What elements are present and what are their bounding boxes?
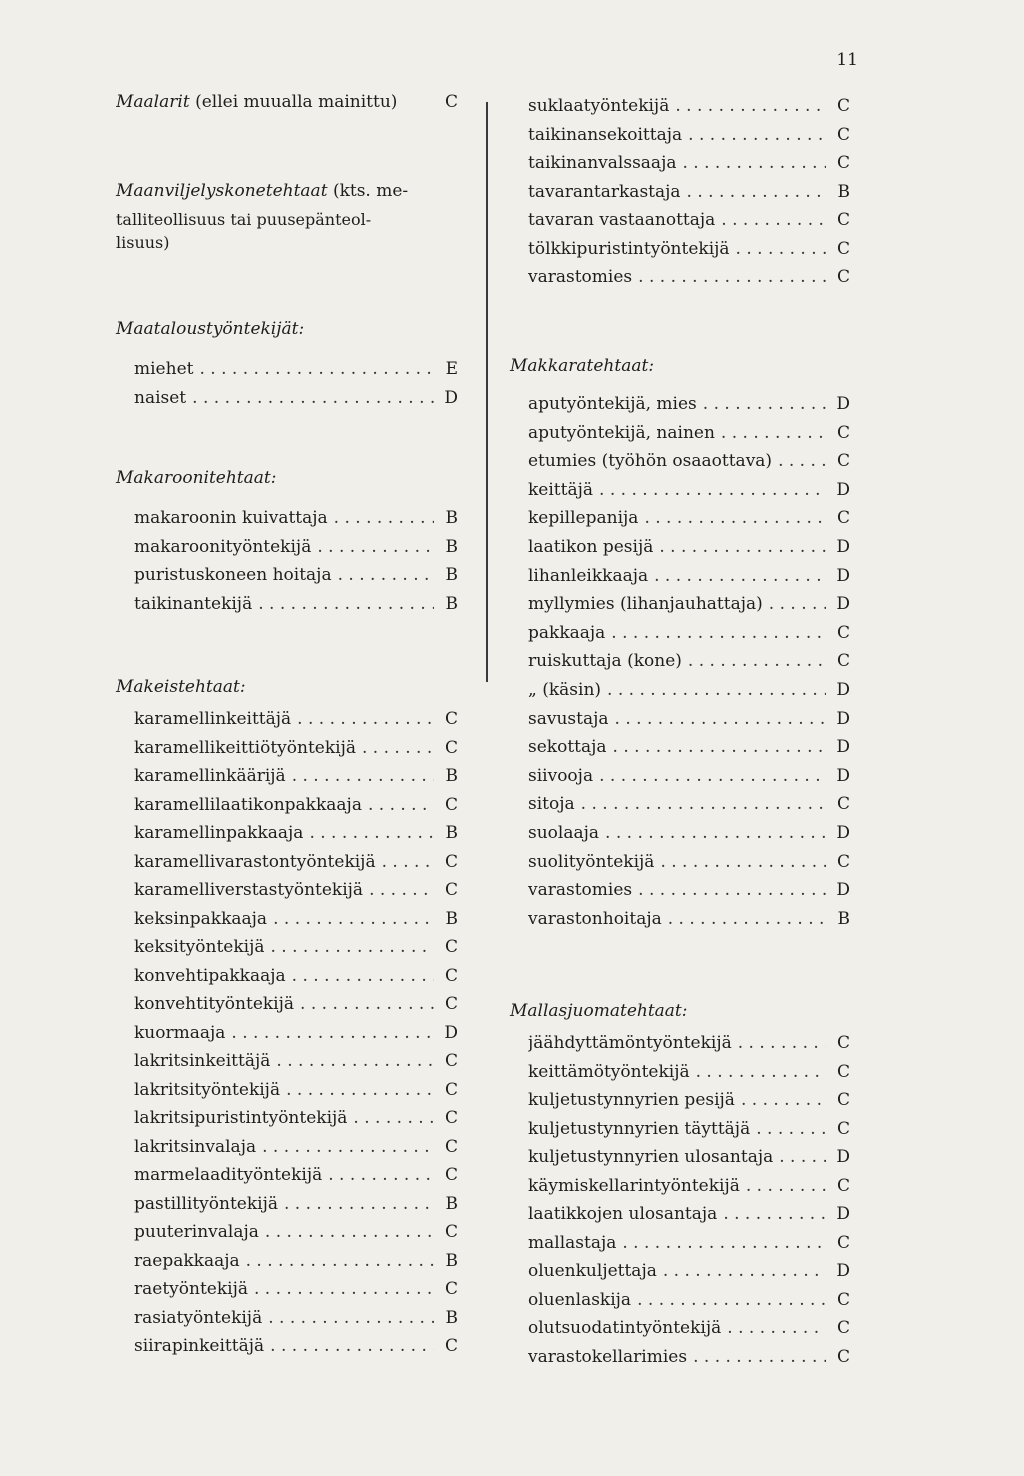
note-line: lisuus) [116,233,170,252]
list-item [134,1251,458,1279]
list-item [528,1090,850,1118]
dot-leader [688,125,826,145]
list-item [528,1261,850,1289]
list-item [134,1165,458,1193]
item-name: karamellinpakkaaja [134,823,304,843]
list-item [528,423,850,451]
dot-leader [779,1147,826,1167]
dot-leader [696,1062,826,1082]
item-class: D [836,394,850,414]
item-class: C [836,1090,850,1110]
item-class: B [445,593,458,614]
item-class: C [836,1061,850,1082]
list-item [528,823,850,851]
item-class: C [836,1318,850,1338]
dot-leader [644,508,826,528]
maanviljelys-note [116,208,371,254]
item-name: lihanleikkaaja [528,565,649,586]
item-name: varastomies [528,880,633,901]
item-name: siirapinkeittäjä [134,1336,265,1356]
note-line: talliteollisuus tai puusepänteol- [116,210,372,229]
item-name: puristuskoneen hoitaja [134,565,332,585]
item-class: C [444,937,458,957]
item-class: C [836,451,850,472]
item-class: C [836,1118,850,1139]
list-item [134,537,458,565]
item-class: B [837,181,850,202]
list-item [528,709,850,737]
item-class: B [445,1250,458,1271]
item-name: lakritsityöntekijä [134,1079,281,1100]
item-name: varastomies [528,267,633,287]
item-name: marmelaadityöntekijä [134,1165,323,1185]
item-name: aputyöntekijä, mies [528,394,697,414]
item-name: ruiskuttaja (kone) [528,651,682,672]
list-item [528,1033,850,1061]
item-class: D [836,765,850,786]
item-class: D [836,1261,850,1281]
item-class: C [836,267,850,287]
item-class: B [445,908,458,929]
item-class: C [836,1232,850,1253]
item-name: karamellinkeittäjä [134,709,292,729]
item-class: E [445,359,458,379]
list-item [134,1336,458,1364]
item-name: kuljetustynnyrien täyttäjä [528,1118,751,1139]
dot-leader [654,566,826,586]
list-item [134,1279,458,1307]
item-class: C [836,422,850,443]
dot-leader [727,1318,826,1338]
list-item [134,1108,458,1136]
dot-leader [369,880,434,900]
list-item [528,153,850,181]
item-name: makaroonin kuivattaja [134,508,328,528]
dot-leader [605,823,826,843]
item-class: C [444,1079,458,1100]
item-name: tavarantarkastaja [528,181,681,202]
item-name: laatikon pesijä [528,537,654,557]
item-class: C [836,153,850,173]
dot-leader [746,1176,826,1196]
item-class: D [836,594,850,615]
item-class: C [836,1346,850,1367]
list-item [528,909,850,937]
maalarit-class: C [444,92,458,112]
item-name: karamellivarastontyöntekijä [134,851,376,872]
list-item [134,1308,458,1336]
item-name: suolaaja [528,823,600,843]
dot-leader [368,795,434,815]
list-item [528,96,850,124]
item-class: D [836,479,850,500]
dot-leader [192,388,434,408]
list-item [528,880,850,908]
dot-leader [738,1033,826,1053]
item-name: tavaran vastaanottaja [528,210,716,230]
item-name: kuljetustynnyrien ulosantaja [528,1147,774,1167]
list-item [528,182,850,210]
list-item [134,966,458,994]
dot-leader [273,909,434,929]
dot-leader [270,937,434,957]
item-name: kuljetustynnyrien pesijä [528,1090,735,1110]
item-class: D [836,1147,850,1167]
item-name: raepakkaaja [134,1250,240,1271]
heading-maalarit [116,92,397,112]
dot-leader [723,1204,826,1224]
list-item [528,1204,850,1232]
dot-leader [675,96,826,116]
item-name: raetyöntekijä [134,1279,248,1299]
item-class: C [836,1175,850,1196]
dot-leader [668,909,826,929]
list-item [528,480,850,508]
heading-makeistehtaat: Makeistehtaat: [116,677,246,697]
item-name: keittämötyöntekijä [528,1061,690,1082]
list-item [528,394,850,422]
list-item [528,594,850,622]
dot-leader [688,651,826,671]
item-name: savustaja [528,708,609,729]
dot-leader [660,852,826,872]
dot-leader [659,537,826,557]
item-class: C [836,1289,850,1310]
item-class: D [836,880,850,901]
item-name: jäähdyttämöntyöntekijä [528,1033,732,1053]
item-name: karamelliverstastyöntekijä [134,880,364,900]
item-class: C [444,709,458,729]
item-name: suolityöntekijä [528,851,655,872]
list-item [528,210,850,238]
list-item [528,1147,850,1175]
dot-leader [262,1137,434,1157]
list-item [528,766,850,794]
item-class: C [444,880,458,900]
dot-leader [382,852,434,872]
item-name: aputyöntekijä, nainen [528,422,715,443]
item-class: C [444,1279,458,1299]
item-name: karamellinkäärijä [134,766,286,786]
dot-leader [334,508,434,528]
dot-leader [638,880,826,900]
dot-leader [721,210,826,230]
dot-leader [292,766,434,786]
dot-leader [258,594,434,614]
dot-leader [300,994,434,1014]
dot-leader [199,359,434,379]
item-name: varastokellarimies [528,1346,688,1367]
item-name: pakkaaja [528,622,606,643]
item-name: oluenkuljettaja [528,1261,657,1281]
item-name: naiset [134,387,187,408]
dot-leader [682,153,826,173]
item-name: etumies (työhön osaaottava) [528,451,773,472]
heading-maanviljelys-title: Maanviljelyskonetehtaat [116,181,328,201]
item-class: C [836,124,850,145]
dot-leader [721,423,826,443]
item-name: keksityöntekijä [134,937,265,957]
list-item [134,709,458,737]
item-class: C [836,622,850,643]
item-name: keksinpakkaaja [134,908,268,929]
item-class: C [836,1033,850,1053]
item-name: pastillityöntekijä [134,1193,278,1214]
item-class: C [444,1336,458,1356]
item-name: „ (käsin) [528,680,602,700]
item-name: kuormaaja [134,1022,226,1043]
item-class: C [444,851,458,872]
list-item [134,937,458,965]
list-item [134,1080,458,1108]
list-item [134,565,458,593]
item-name: lakritsinkeittäjä [134,1051,271,1071]
dot-leader [292,966,434,986]
item-name: käymiskellarintyöntekijä [528,1175,740,1196]
item-name: tölkkipuristintyöntekijä [528,238,730,259]
item-class: C [444,1108,458,1128]
list-item [134,388,458,416]
item-class: B [445,1193,458,1214]
dot-leader [778,451,826,471]
item-name: taikinanvalssaaja [528,153,677,173]
item-name: sekottaja [528,737,607,758]
dot-leader [599,480,826,500]
list-item [134,1194,458,1222]
item-class: C [836,210,850,230]
item-class: C [444,1051,458,1071]
item-class: C [444,1222,458,1242]
list-item [134,1051,458,1079]
dot-leader [317,537,434,557]
dot-leader [613,737,826,757]
dot-leader [328,1165,434,1185]
list-item [528,566,850,594]
list-item [528,1119,850,1147]
heading-mallasjuomatehtaat: Mallasjuomatehtaat: [510,1001,688,1021]
dot-leader [611,623,826,643]
dot-leader [663,1261,826,1281]
dot-leader [231,1023,434,1043]
item-class: C [836,238,850,259]
item-name: varastonhoitaja [528,908,662,929]
dot-leader [693,1347,826,1367]
dot-leader [286,1080,434,1100]
list-item [528,852,850,880]
item-name: karamellikeittiötyöntekijä [134,737,356,758]
dot-leader [338,565,434,585]
item-class: D [444,387,458,408]
section-maalarit [116,92,458,120]
dot-leader [615,709,826,729]
item-name: sitoja [528,794,575,815]
item-class: D [836,708,850,729]
item-class: B [445,565,458,585]
list-item [528,1176,850,1204]
list-item [528,623,850,651]
dot-leader [353,1108,434,1128]
dot-leader [638,267,826,287]
item-class: D [836,565,850,586]
item-name: rasiatyöntekijä [134,1307,263,1328]
item-class: D [836,737,850,758]
dot-leader [362,738,434,758]
item-name: olutsuodatintyöntekijä [528,1318,722,1338]
list-item [528,1233,850,1261]
heading-makaroonitehtaat: Makaroonitehtaat: [116,468,277,488]
item-name: taikinantekijä [134,593,253,614]
item-name: taikinansekoittaja [528,124,683,145]
item-name: lakritsipuristintyöntekijä [134,1108,348,1128]
list-item [528,1290,850,1318]
item-name: kepillepanija [528,508,639,529]
item-class: C [444,737,458,758]
dot-leader [736,239,826,259]
dot-leader [607,680,826,700]
item-class: D [836,1204,850,1224]
item-class: B [445,1307,458,1328]
item-class: B [837,908,850,929]
item-class: D [836,823,850,843]
dot-leader [637,1290,826,1310]
item-class: C [444,965,458,986]
dot-leader [581,794,826,814]
list-item [134,823,458,851]
item-name: makaroonityöntekijä [134,536,312,557]
heading-makkaratehtaat: Makkaratehtaat: [510,356,655,376]
item-name: myllymies (lihanjauhattaja) [528,594,763,615]
list-item [528,1347,850,1375]
dot-leader [622,1233,826,1253]
item-name: oluenlaskija [528,1289,632,1310]
list-item [134,994,458,1022]
list-item [528,537,850,565]
dot-leader [741,1090,826,1110]
heading-maanviljelys [116,181,408,201]
heading-maatalous: Maataloustyöntekijät: [116,319,305,339]
item-class: C [444,1165,458,1185]
list-item [134,1222,458,1250]
item-class: C [836,651,850,672]
item-name: mallastaja [528,1232,617,1253]
dot-leader [687,182,826,202]
page-number: 11 [836,50,858,70]
list-item [528,794,850,822]
list-item [134,766,458,794]
dot-leader [254,1279,434,1299]
item-class: C [836,851,850,872]
item-class: B [445,508,458,528]
dot-leader [246,1251,434,1271]
item-class: C [836,794,850,815]
item-class: D [836,537,850,557]
dot-leader [297,709,434,729]
item-class: C [444,1136,458,1157]
item-name: siivooja [528,765,594,786]
list-item [528,680,850,708]
dot-leader [265,1222,434,1242]
list-item [134,508,458,536]
dot-leader [599,766,826,786]
column-divider [486,102,488,682]
list-item [528,1318,850,1346]
heading-maalarit-title: Maalarit [116,92,190,112]
dot-leader [268,1308,434,1328]
list-item [528,239,850,267]
dot-leader [270,1336,434,1356]
item-class: C [444,794,458,815]
list-item [528,651,850,679]
list-item [528,737,850,765]
item-name: konvehtipakkaaja [134,965,286,986]
dot-leader [276,1051,434,1071]
item-class: C [836,96,850,116]
item-name: konvehtityöntekijä [134,994,295,1014]
item-class: B [445,766,458,786]
list-item [134,795,458,823]
heading-maalarit-note: (ellei muualla mainittu) [195,92,398,112]
list-item [528,125,850,153]
heading-maanviljelys-note: (kts. me- [332,181,409,201]
list-item [134,1023,458,1051]
list-item [134,594,458,622]
list-item [134,909,458,937]
item-class: B [445,823,458,843]
item-class: B [445,536,458,557]
item-class: C [836,508,850,529]
item-name: keittäjä [528,479,594,500]
dot-leader [756,1119,826,1139]
list-item [134,852,458,880]
item-class: C [444,994,458,1014]
item-class: D [444,1022,458,1043]
list-item [528,451,850,479]
list-item [528,267,850,295]
list-item [134,880,458,908]
item-name: puuterinvalaja [134,1222,259,1242]
dot-leader [284,1194,434,1214]
list-item [134,1137,458,1165]
list-item [528,1062,850,1090]
item-name: lakritsinvalaja [134,1136,257,1157]
list-item [134,359,458,387]
dot-leader [703,394,826,414]
list-item [134,738,458,766]
list-item [528,508,850,536]
item-class: D [836,680,850,700]
item-name: suklaatyöntekijä [528,96,670,116]
item-name: laatikkojen ulosantaja [528,1204,718,1224]
dot-leader [309,823,434,843]
dot-leader [769,594,826,614]
item-name: miehet [134,359,194,379]
item-name: karamellilaatikonpakkaaja [134,794,362,815]
